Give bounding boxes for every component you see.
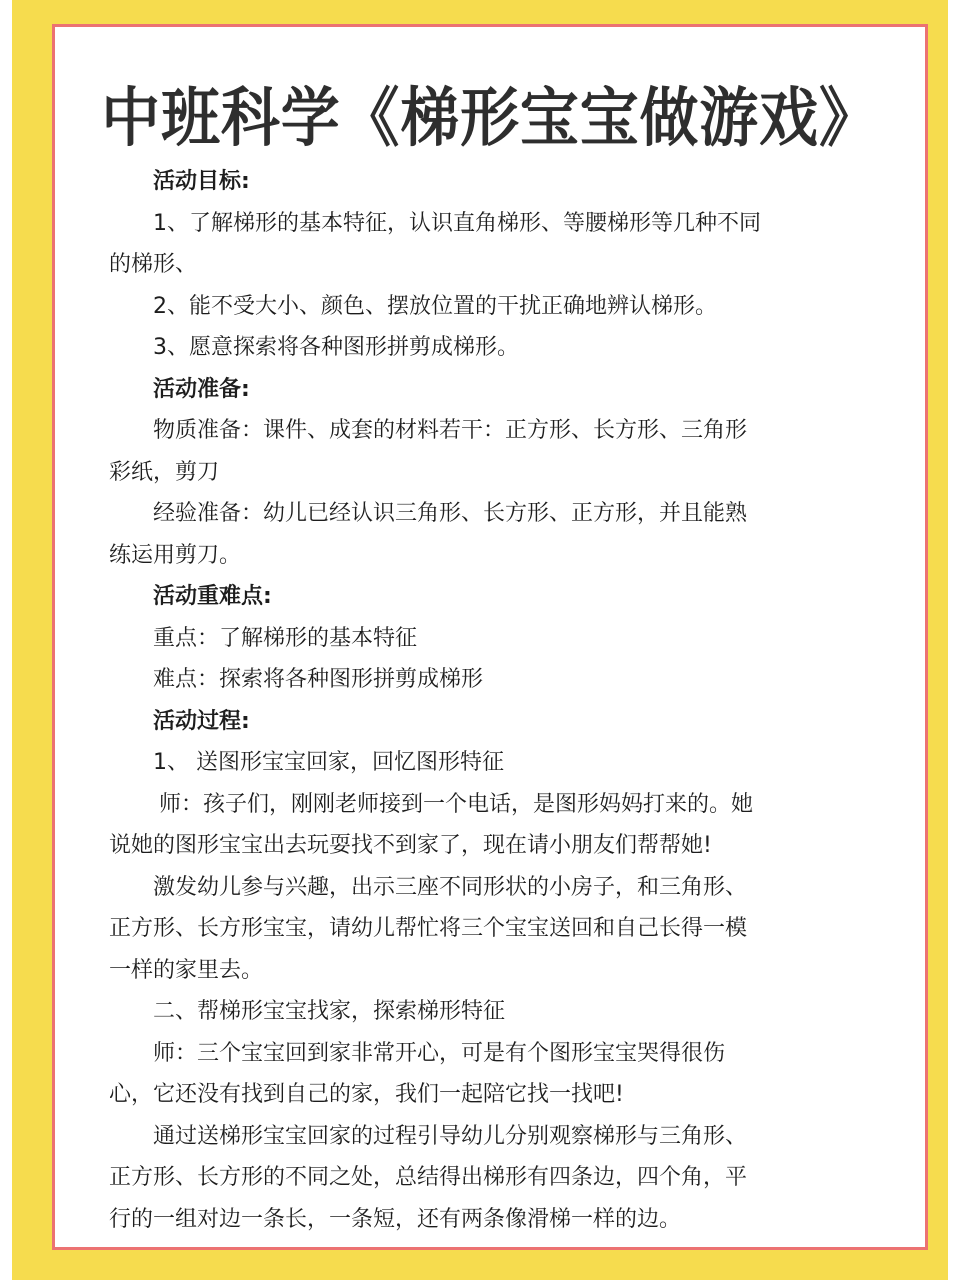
- paragraph: 通过送梯形宝宝回家的过程引导幼儿分别观察梯形与三角形、: [153, 1123, 748, 1149]
- material-prep: 物质准备：课件、成套的材料若干：正方形、长方形、三角形: [153, 418, 748, 443]
- goal-2: 2、能不受大小、颜色、摆放位置的干扰正确地辨认梯形。: [153, 293, 717, 319]
- paragraph-cont: 说她的图形宝宝出去玩耍找不到家了，现在请小朋友们帮帮她!: [109, 833, 712, 858]
- process-step-2: 二、帮梯形宝宝找家，探索梯形特征: [153, 999, 506, 1024]
- goal-3: 3、愿意探索将各种图形拼剪成梯形。: [153, 335, 519, 360]
- paragraph-cont: 正方形、长方形宝宝，请幼儿帮忙将三个宝宝送回和自己长得一模: [109, 916, 748, 941]
- process-step-1: 1、 送图形宝宝回家，回忆图形特征: [153, 750, 504, 775]
- paragraph-cont: 一样的家里去。: [109, 957, 264, 983]
- experience-prep: 经验准备：幼儿已经认识三角形、长方形、正方形，并且能熟: [153, 501, 748, 526]
- section-heading-preparation: 活动准备:: [153, 376, 250, 402]
- paragraph-cont: 行的一组对边一条长，一条短，还有两条像滑梯一样的边。: [109, 1206, 682, 1232]
- yellow-frame: [12, 0, 948, 1280]
- key-point: 重点：了解梯形的基本特征: [153, 625, 418, 651]
- section-heading-key-points: 活动重难点:: [153, 584, 272, 609]
- goal-1-cont: 的梯形、: [109, 252, 198, 277]
- page-title: 中班科学《梯形宝宝做游戏》: [101, 82, 879, 156]
- document-body: [109, 161, 851, 1240]
- paragraph: 师：孩子们，刚刚老师接到一个电话，是图形妈妈打来的。她: [159, 791, 754, 817]
- material-prep-cont: 彩纸，剪刀: [109, 459, 220, 485]
- section-heading-goals: 活动目标:: [153, 169, 250, 194]
- goal-1: 1、了解梯形的基本特征，认识直角梯形、等腰梯形等几种不同: [153, 210, 761, 236]
- paragraph-cont: 心，它还没有找到自己的家，我们一起陪它找一找吧!: [109, 1082, 624, 1107]
- page-edge: [0, 0, 12, 1280]
- document-card: [52, 24, 928, 1250]
- section-heading-process: 活动过程:: [153, 708, 250, 734]
- paragraph: 师：三个宝宝回到家非常开心，可是有个图形宝宝哭得很伤: [153, 1040, 726, 1066]
- paragraph: 激发幼儿参与兴趣，出示三座不同形状的小房子，和三角形、: [153, 874, 748, 900]
- experience-prep-cont: 练运用剪刀。: [109, 542, 242, 568]
- paragraph-cont: 正方形、长方形的不同之处，总结得出梯形有四条边，四个角，平: [109, 1165, 748, 1190]
- difficult-point: 难点：探索将各种图形拼剪成梯形: [153, 667, 484, 692]
